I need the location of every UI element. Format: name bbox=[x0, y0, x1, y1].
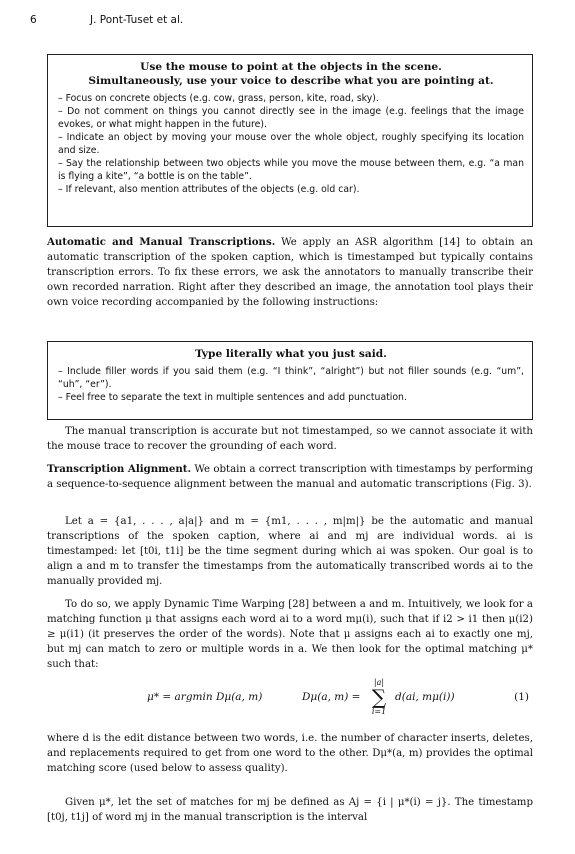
runin-heading-alignment: Transcription Alignment. bbox=[47, 463, 192, 475]
transcribe-box bbox=[47, 341, 533, 420]
equation-number: (1) bbox=[514, 691, 529, 703]
paragraph-dtw: To do so, we apply Dynamic Time Warping [28] between a and m. Intuitively, we look for a matching function μ that assigns each word ai to a word mμ(i), such that if i2 > i1 then μ(i2) ≥ μ(i1) (it preserves the order of the words). Note that μ assigns each ai to exactly one mj, but mj can match to zero or multiple words in a. We then look for the optimal matching μ* such that: bbox=[47, 599, 533, 670]
instruction-item: – Say the relationship between two objects while you move the mouse between them, e.g. “a man is flying a kite”, “a bottle is on the table”. bbox=[58, 158, 524, 182]
page-number: 6 bbox=[30, 14, 37, 26]
instruction-item: – If relevant, also mention attributes of the objects (e.g. old car). bbox=[58, 184, 360, 195]
instruction-item: – Indicate an object by moving your mouse over the whole object, roughly specifying its location and size. bbox=[58, 132, 524, 156]
instructions-title-2: Simultaneously, use your voice to describe what you are pointing at. bbox=[88, 75, 494, 87]
paragraph-let: Let a = {a1, . . . , a|a|} and m = {m1, . . . , m|m|} be the automatic and manual transcriptions of the spoken caption, where ai and mj are individual words. ai is timestamped: let [t0i, t1i] be the time segment during which ai was spoken. Our goal is to align a and m to transfer the timestamps from the automatically transcribed words ai to the manually provided mj. bbox=[47, 516, 533, 587]
paragraph-given: Given μ*, let the set of matches for mj be defined as Aj = {i | μ*(i) = j}. The timestamp [t0j, t1j] of word mj in the manual transcription is the interval bbox=[47, 797, 533, 823]
author-line: J. Pont-Tuset et al. bbox=[90, 14, 184, 26]
transcribe-list bbox=[58, 365, 524, 404]
paragraph-after-box: The manual transcription is accurate but not timestamped, so we cannot associate it with the mouse trace to recover the grounding of each word. bbox=[47, 426, 533, 452]
sum-symbol: ∑ bbox=[371, 685, 387, 709]
equation-sum-term: d(ai, mμ(i)) bbox=[395, 691, 455, 703]
equation-1 bbox=[47, 678, 533, 720]
transcribe-title: Type literally what you just said. bbox=[195, 348, 387, 360]
paragraph-text: We apply an ASR algorithm [14] to obtain an automatic transcription of the spoken caption, which is timestamped but typically contains transcription errors. To fix these errors, we ask the annotators to manually transcribe their own recorded narration. Right after they described an image, the annotation tool plays their own voice recording accompanied by the following instructions: bbox=[47, 237, 533, 308]
running-head bbox=[30, 14, 183, 26]
summation bbox=[369, 678, 389, 716]
sum-upper-limit: |a| bbox=[373, 678, 385, 687]
instructions-box bbox=[47, 54, 533, 227]
runin-heading-manual: Automatic and Manual Transcriptions. bbox=[47, 236, 276, 248]
paragraph-transcription-alignment bbox=[47, 462, 533, 492]
instructions-list bbox=[58, 92, 524, 196]
transcribe-item: – Feel free to separate the text in multiple sentences and add punctuation. bbox=[58, 392, 407, 403]
sum-lower-limit: i=1 bbox=[371, 707, 387, 716]
instructions-title-1: Use the mouse to point at the objects in the scene. bbox=[140, 61, 442, 73]
instruction-item: – Do not comment on things you cannot directly see in the image (e.g. feelings that the image evokes, or what might happen in the future). bbox=[58, 106, 524, 130]
transcribe-item: – Include filler words if you said them (e.g. “I think”, “alright”) but not filler sounds (e.g. “um”, “uh”, “er”). bbox=[58, 366, 524, 390]
equation-argmin: μ* = argmin Dμ(a, m) bbox=[147, 691, 263, 703]
equation-definition: Dμ(a, m) = bbox=[302, 691, 361, 703]
paragraph-where: where d is the edit distance between two words, i.e. the number of character inserts, deletes, and replacements required to get from one word to the other. Dμ*(a, m) provides the optimal matching score (used below to assess quality). bbox=[47, 733, 533, 774]
paragraph-text: We obtain a correct transcription with timestamps by performing a sequence-to-sequence alignment between the manual and automatic transcriptions (Fig. 3). bbox=[47, 464, 533, 490]
instruction-item: – Focus on concrete objects (e.g. cow, grass, person, kite, road, sky). bbox=[58, 93, 379, 104]
paragraph-manual-transcriptions bbox=[47, 235, 533, 310]
